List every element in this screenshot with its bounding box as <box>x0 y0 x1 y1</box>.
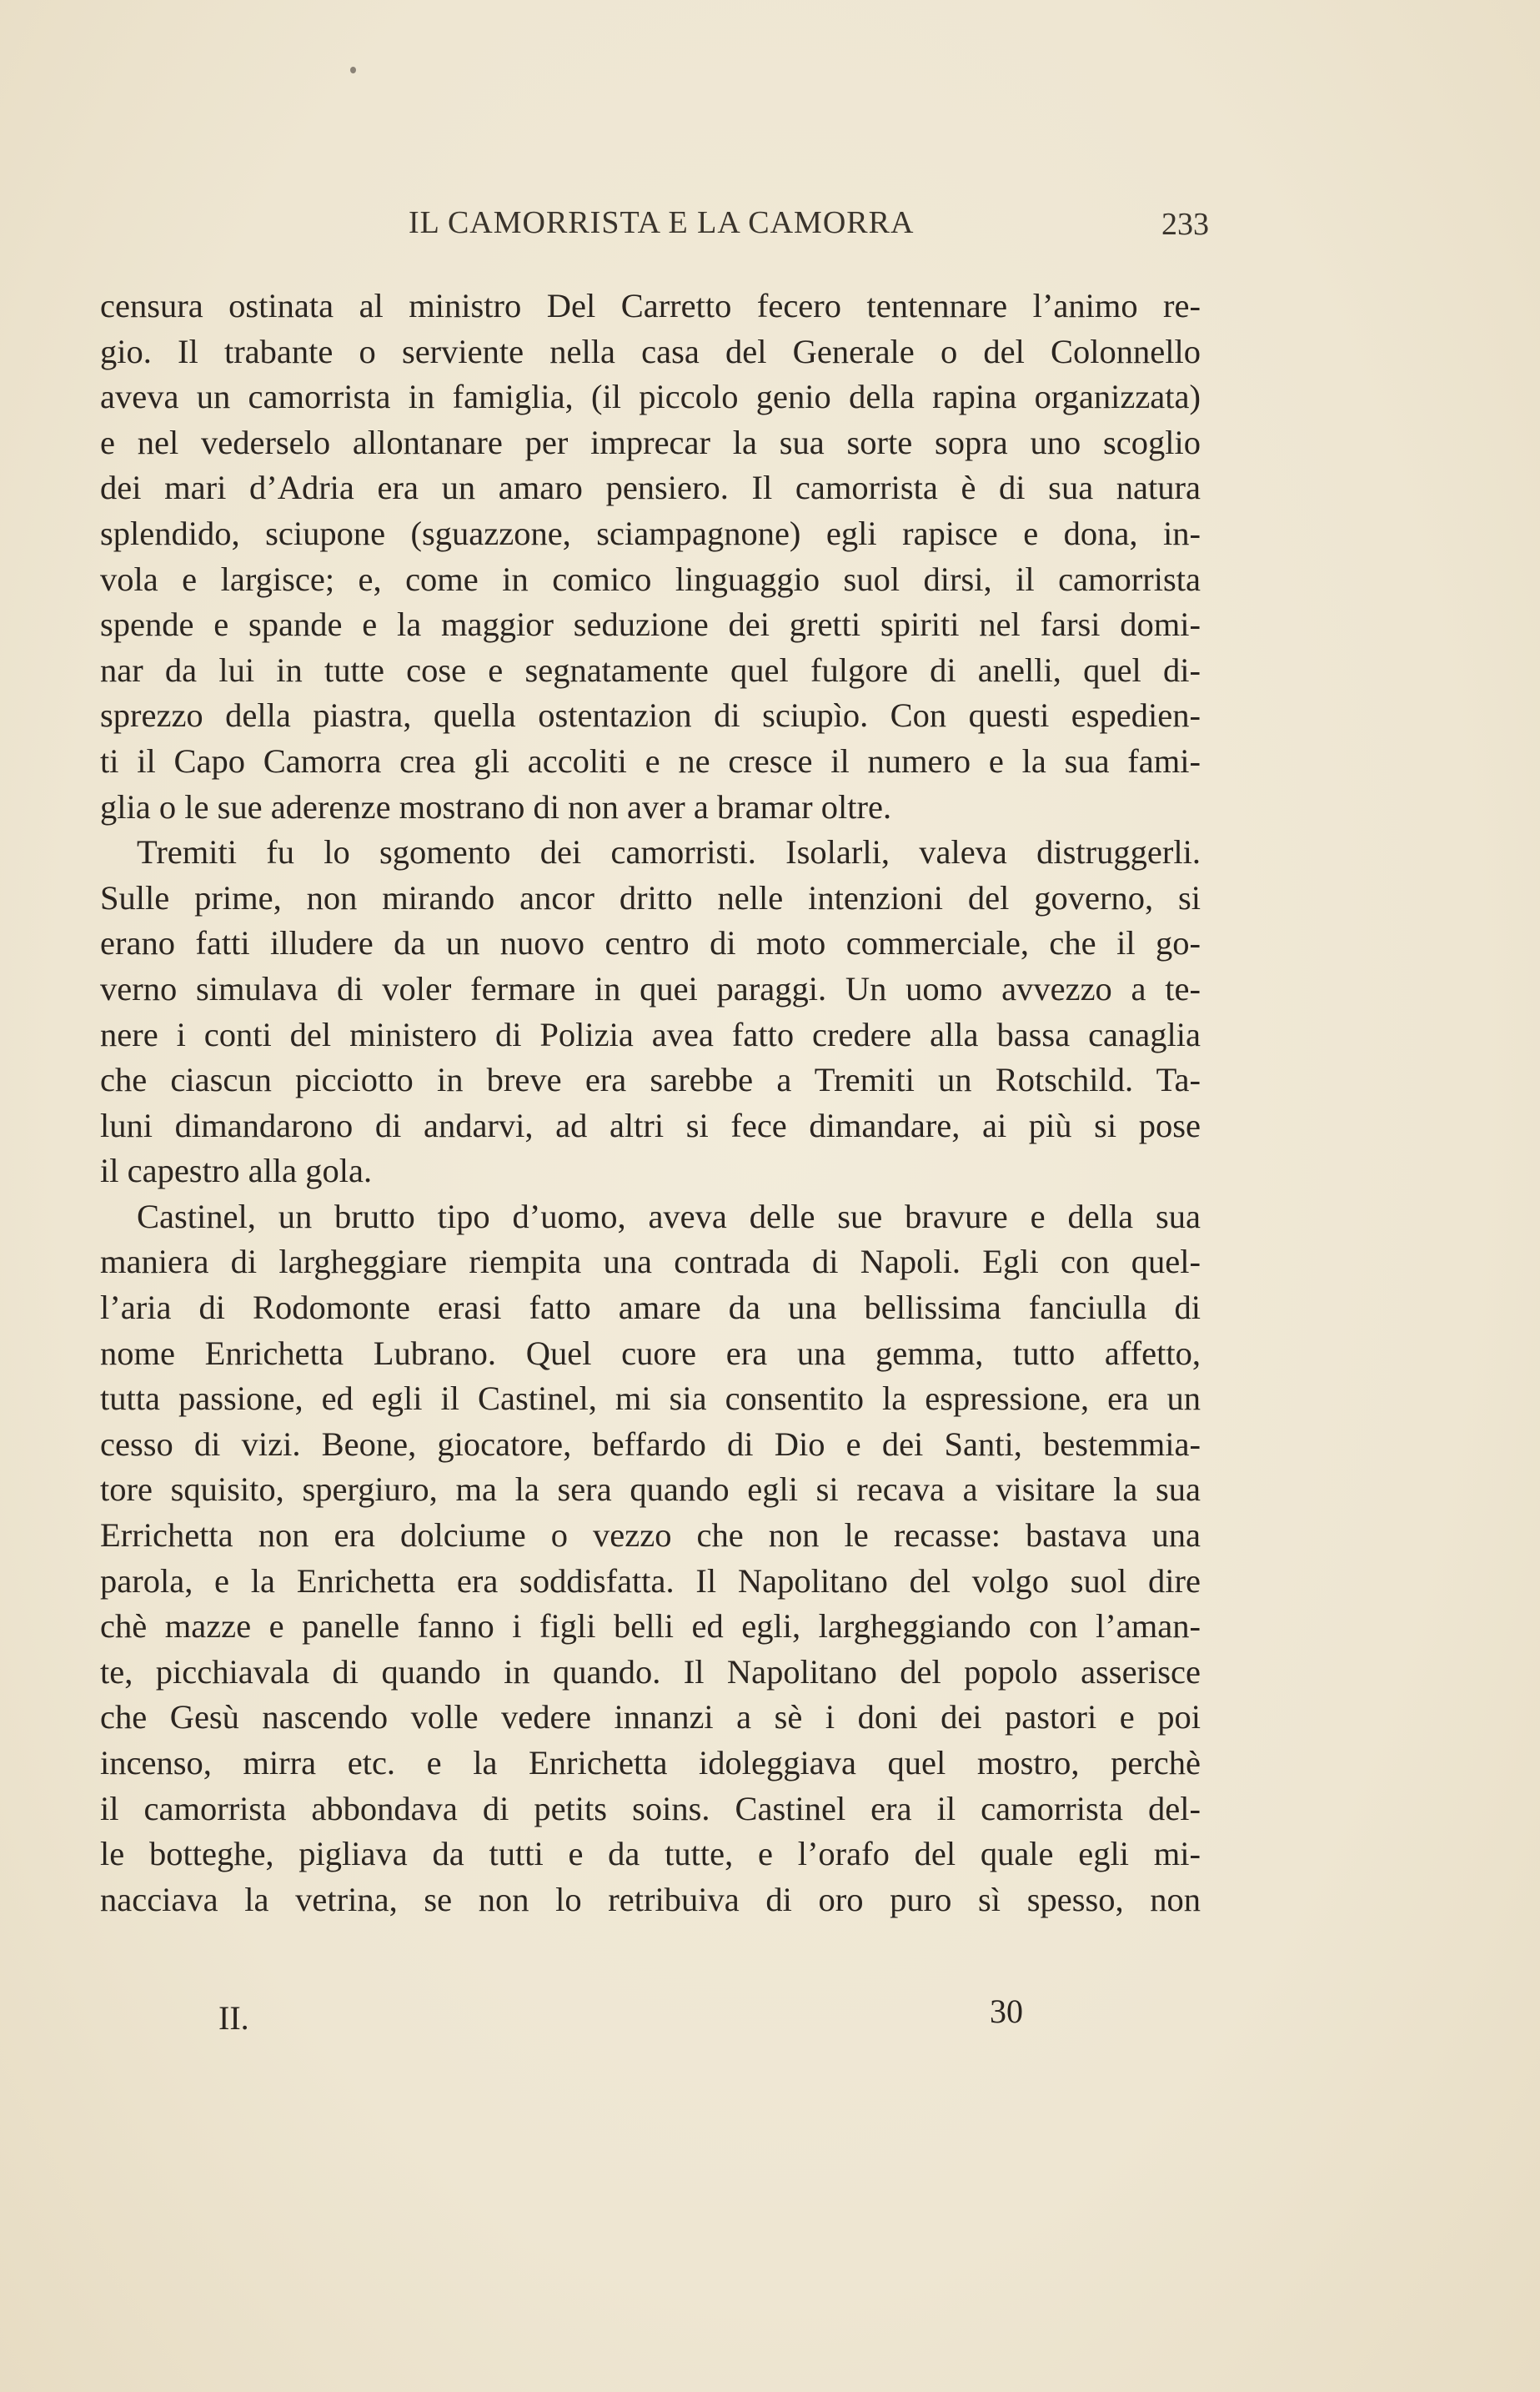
text-line: dei mari d’Adria era un amaro pensiero. Il camorrista è di sua natura <box>100 469 1201 507</box>
text-line: gio. Il trabante o serviente nella casa del Generale o del Colonnello <box>100 332 1201 370</box>
text-line: Castinel, un brutto tipo d’uomo, aveva delle sue bravure e della sua <box>137 1197 1201 1235</box>
text-line: tore squisito, spergiuro, ma la sera quando egli si recava a visitare la sua <box>100 1470 1201 1509</box>
text-line: incenso, mirra etc. e la Enrichetta idoleggiava quel mostro, perchè <box>100 1744 1201 1781</box>
running-head: IL CAMORRISTA E LA CAMORRA <box>409 205 915 240</box>
text-line: nacciava la vetrina, se non lo retribuiva di oro puro sì spesso, non <box>100 1880 1201 1918</box>
text-line: parola, e la Enrichetta era soddisfatta. Il Napolitano del volgo suol dire <box>100 1561 1201 1600</box>
text-line: Errichetta non era dolciume o vezzo che non le recasse: bastava una <box>100 1516 1201 1555</box>
text-line: tutta passione, ed egli il Castinel, mi sia consentito la espressione, era un <box>100 1379 1201 1418</box>
text-line: il capestro alla gola. <box>100 1152 373 1190</box>
text-line: nere i conti del ministero di Polizia avea fatto credere alla bassa canaglia <box>100 1015 1201 1053</box>
text-line: e nel vederselo allontanare per imprecar la sua sorte sopra uno scoglio <box>100 423 1201 461</box>
text-line: sprezzo della piastra, quella ostentazion di sciupìo. Con questi espedien- <box>100 696 1201 735</box>
text-line: te, picchiavala di quando in quando. Il Napolitano del popolo asserisce <box>100 1652 1201 1691</box>
text-line: che Gesù nascendo volle vedere innanzi a sè i doni dei pastori e poi <box>100 1698 1201 1736</box>
text-line: Sulle prime, non mirando ancor dritto nelle intenzioni del governo, si <box>100 878 1201 917</box>
text-line: nome Enrichetta Lubrano. Quel cuore era una gemma, tutto affetto, <box>100 1334 1201 1372</box>
text-line: cesso di vizi. Beone, giocatore, beffardo di Dio e dei Santi, bestemmia- <box>100 1425 1201 1463</box>
text-line: vola e largisce; e, come in comico linguaggio suol dirsi, il camorrista <box>100 560 1201 598</box>
text-line: maniera di largheggiare riempita una contrada di Napoli. Egli con quel- <box>100 1243 1201 1281</box>
ink-speck <box>350 67 356 73</box>
text-line: ti il Capo Camorra crea gli accoliti e ne cresce il numero e la sua fami- <box>100 741 1201 780</box>
signature-mark: II. <box>218 1999 249 2037</box>
page-number: 233 <box>1161 207 1209 242</box>
text-line: le botteghe, pigliava da tutti e da tutte, e l’orafo del quale egli mi- <box>100 1835 1201 1873</box>
text-line: splendido, sciupone (sguazzone, sciampagnone) egli rapisce e dona, in- <box>100 514 1201 552</box>
text-line: che ciascun picciotto in breve era sarebbe a Tremiti un Rotschild. Ta- <box>100 1061 1201 1099</box>
page-footer <box>218 1992 1036 2040</box>
text-line: verno simulava di voler fermare in quei paraggi. Un uomo avvezzo a te- <box>100 969 1201 1008</box>
text-line: chè mazze e panelle fanno i figli belli ed egli, largheggiando con l’aman- <box>100 1607 1201 1646</box>
text-line: luni dimandarono di andarvi, ad altri si fece dimandare, ai più si pose <box>100 1106 1201 1144</box>
text-line: Tremiti fu lo sgomento dei camorristi. Isolarli, valeva distruggerli. <box>137 833 1201 872</box>
text-line: glia o le sue aderenze mostrano di non aver a bramar oltre. <box>100 787 892 826</box>
text-line: censura ostinata al ministro Del Carretto fecero tentennare l’animo re- <box>100 287 1201 324</box>
page-header <box>409 204 1209 246</box>
body-text <box>100 284 1201 1922</box>
text-line: il camorrista abbondava di petits soins. Castinel era il camorrista del- <box>100 1789 1201 1827</box>
text-line: aveva un camorrista in famiglia, (il piccolo genio della rapina organizzata) <box>100 378 1201 416</box>
text-line: nar da lui in tutte cose e segnatamente quel fulgore di anelli, quel di- <box>100 651 1201 689</box>
text-line: spende e spande e la maggior seduzione dei gretti spiriti nel farsi domi- <box>100 606 1201 644</box>
text-line: erano fatti illudere da un nuovo centro di moto commerciale, che il go- <box>100 924 1201 962</box>
text-line: l’aria di Rodomonte erasi fatto amare da una bellissima fanciulla di <box>100 1289 1201 1327</box>
sheet-number: 30 <box>990 1992 1023 2030</box>
